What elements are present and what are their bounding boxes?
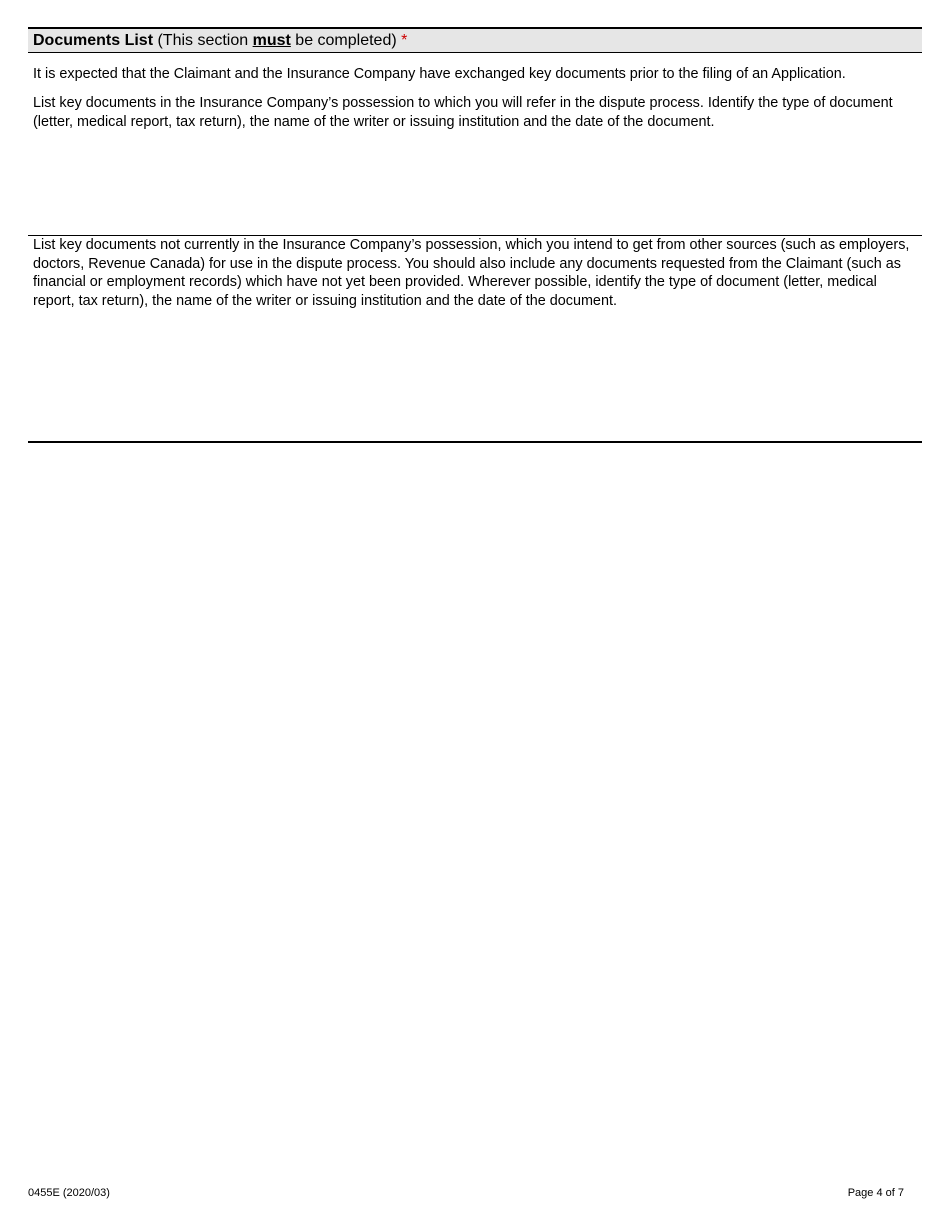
- intro-text: It is expected that the Claimant and the Insurance Company have exchanged key documents prior to the filing of an Application.: [33, 66, 846, 82]
- in-possession-documents-field[interactable]: [28, 132, 922, 236]
- not-in-possession-instructions: List key documents not currently in the Insurance Company’s possession, which you intend to get from other sources (such as employers, doctors, Revenue Canada) for use in the dispute process. You should also include any documents requested from the Claimant (such as financial or employment records) which have not yet been provided. Wherever possible, identify the type of document (letter, medical report, tax return), the name of the writer or issuing institution and the date of the document.: [33, 237, 910, 309]
- in-possession-instructions: List key documents in the Insurance Company’s possession to which you will refer in the dispute process. Identify the type of document (letter, medical report, tax return), the name of the writer or issuing institution and the date of the document.: [33, 95, 893, 130]
- section-subtitle-pre: (This section: [153, 32, 253, 49]
- section-subtitle-post: be completed): [290, 32, 402, 49]
- not-in-possession-documents-field[interactable]: [28, 312, 922, 443]
- section-header-documents-list: [28, 27, 922, 53]
- required-marker: *: [401, 32, 408, 49]
- form-id: 0455E (2020/03): [28, 1187, 110, 1199]
- page-number: Page 4 of 7: [847, 1187, 904, 1199]
- section-title: Documents List: [33, 32, 154, 49]
- section-subtitle-emphasis: must: [252, 32, 291, 49]
